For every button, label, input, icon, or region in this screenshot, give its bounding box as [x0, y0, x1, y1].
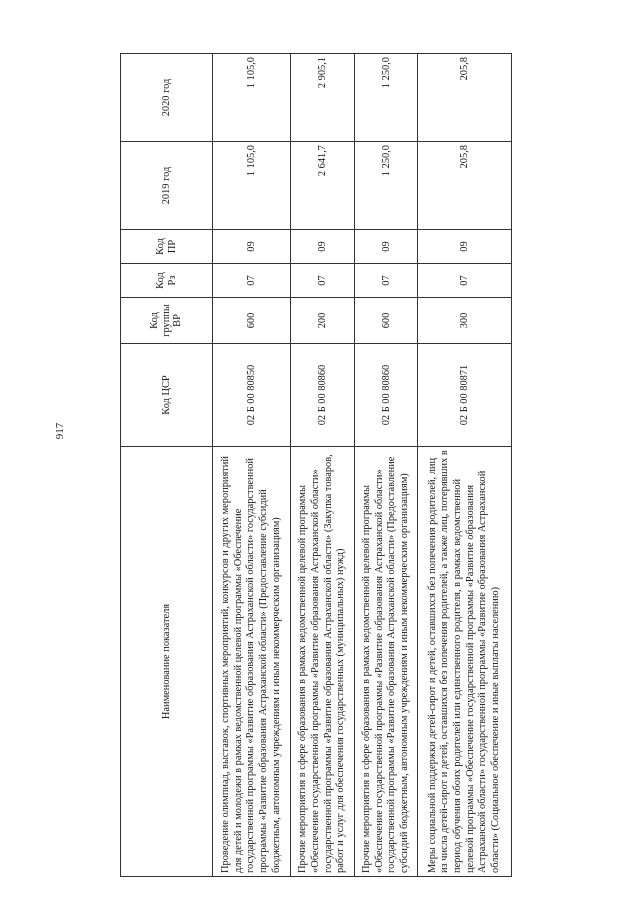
row-rz: 07: [291, 264, 355, 298]
row-2019: 2 641,7: [291, 142, 355, 230]
header-csr: Код ЦСР: [121, 344, 213, 447]
header-name: Наименование показателя: [121, 447, 213, 877]
header-2020: 2020 год: [121, 54, 213, 142]
row-csr: 02 Б 00 80860: [291, 344, 355, 447]
row-csr: 02 Б 00 80871: [418, 344, 512, 447]
row-rz: 07: [418, 264, 512, 298]
row-name: Прочие мероприятия в сфере образования в рамках ведомственной целевой программы «Обеспечение государственной программы «Развитие образования Астраханской области» государственной программы «Развитие образования Астраханской области» (Закупка товаров, работ и услуг для обеспечения государственных (муниципальных) нужд): [291, 447, 355, 877]
header-rz: Код Рз: [121, 264, 213, 298]
row-rz: 07: [213, 264, 291, 298]
row-csr: 02 Б 00 80860: [354, 344, 418, 447]
header-pr: Код ПР: [121, 230, 213, 264]
row-2020: 1 105,0: [213, 54, 291, 142]
header-2019: 2019 год: [121, 142, 213, 230]
row-2019: 1 250,0: [354, 142, 418, 230]
row-name: Меры социальной поддержки детей-сирот и детей, оставшихся без попечения родителей, лиц из числа детей-сирот и детей, оставшихся без попечения родителей, а также лиц, потерявших в период обучения обоих родителей или единственного родителя, в рамках ведомственной целевой программы «Обеспечение государственной программы «Развитие образования Астраханской области» государственной программы «Развитие образования Астраханской области» (Социальное обеспечение и иные выплаты населению): [418, 447, 512, 877]
row-pr: 09: [213, 230, 291, 264]
row-vr: 200: [291, 298, 355, 344]
row-2019: 205,8: [418, 142, 512, 230]
table-row: [291, 54, 355, 877]
row-pr: 09: [418, 230, 512, 264]
row-csr: 02 Б 00 80850: [213, 344, 291, 447]
table-header-row: [121, 54, 213, 877]
row-2020: 1 250,0: [354, 54, 418, 142]
row-2019: 1 105,0: [213, 142, 291, 230]
row-2020: 205,8: [418, 54, 512, 142]
table-row: [213, 54, 291, 877]
row-vr: 600: [213, 298, 291, 344]
row-name: Прочие мероприятия в сфере образования в рамках ведомственной целевой программы «Обеспечение государственной программы «Развитие образования Астраханской области» государственной программы «Развитие образования Астраханской области» (Предоставление субсидий бюджетным, автономным учреждениям и иным некоммерческим организациям): [354, 447, 418, 877]
row-pr: 09: [291, 230, 355, 264]
row-vr: 600: [354, 298, 418, 344]
table-row: [418, 54, 512, 877]
budget-table: [120, 53, 512, 877]
row-vr: 300: [418, 298, 512, 344]
header-vr: Код группы ВР: [121, 298, 213, 344]
row-name: Проведение олимпиад, выставок, спортивных мероприятий, конкурсов и других мероприятий для детей и молодежи в рамках ведомственной целевой программы «Обеспечение государственной программы «Развитие образования Астраханской области» государственной программы «Развитие образования Астраханской области» (Предоставление субсидий бюджетным, автономным учреждениям и иным некоммерческим организациям): [213, 447, 291, 877]
row-rz: 07: [354, 264, 418, 298]
table-row: [354, 54, 418, 877]
row-2020: 2 905,1: [291, 54, 355, 142]
page-number: 917: [54, 422, 66, 440]
rotated-table-container: [120, 54, 512, 877]
row-pr: 09: [354, 230, 418, 264]
